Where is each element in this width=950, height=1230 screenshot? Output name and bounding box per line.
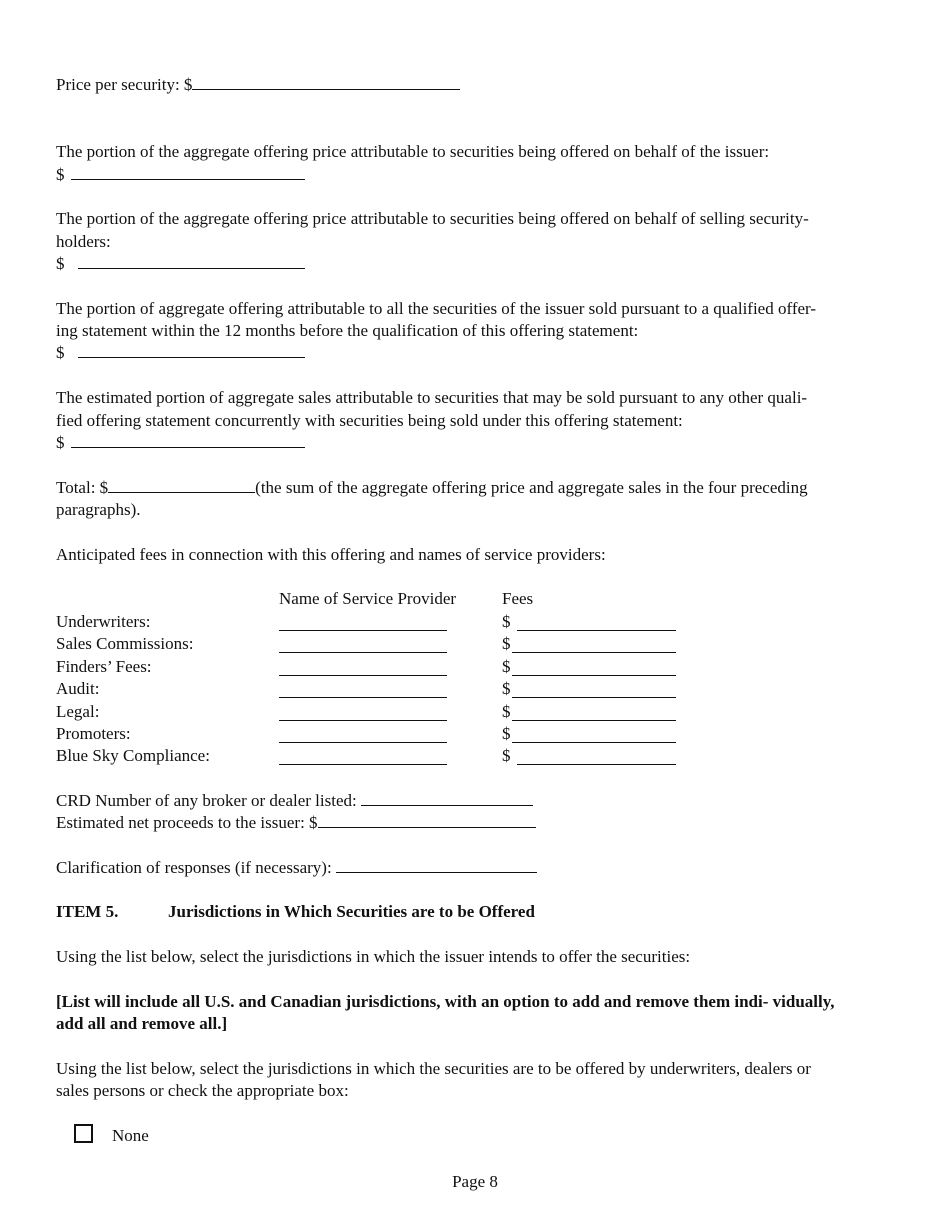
col-provider-header: Name of Service Provider [279, 589, 457, 608]
portion-issuer-row [56, 164, 305, 186]
total-suffix: (the sum of the aggregate offering price and aggregate sales in the four preceding [255, 478, 808, 497]
fees-intro: Anticipated fees in connection with this offering and names of service providers: [56, 545, 606, 564]
portion-issuer-dollar: $ [56, 165, 65, 184]
net-proceeds-row [56, 812, 536, 834]
crd-label: CRD Number of any broker or dealer listed: [56, 791, 357, 810]
crd-row [56, 790, 533, 812]
underwriters-intro-line1: Using the list below, select the jurisdictions in which the securities are to be offered by underwriters, dealers or [56, 1059, 811, 1078]
fee-amount-field[interactable] [512, 652, 676, 653]
portion-issuer-text: The portion of the aggregate offering price attributable to securities being offered on behalf of the issuer: [56, 142, 770, 161]
fee-row-label: Blue Sky Compliance: [56, 746, 210, 766]
fee-amount-field[interactable] [517, 630, 676, 631]
fee-dollar-sign: $ [502, 656, 511, 676]
page-number: Page 8 [452, 1172, 498, 1191]
fee-row-label: Legal: [56, 701, 100, 721]
portion-selling-line1: The portion of the aggregate offering price attributable to securities being offered on behalf of selling security- [56, 209, 809, 228]
net-proceeds-field[interactable] [318, 812, 536, 828]
portion-qualified-line1: The portion of aggregate offering attributable to all the securities of the issuer sold pursuant to a qualified offer- [56, 299, 817, 318]
fee-row-label: Promoters: [56, 724, 131, 743]
list-note-line2: add all and remove all.] [56, 1014, 228, 1033]
fee-amount-field[interactable] [512, 720, 676, 721]
fee-dollar-sign: $ [502, 701, 511, 721]
fee-dollar-sign: $ [502, 724, 511, 743]
total-row [56, 477, 808, 499]
portion-estimated-line2: fied offering statement concurrently with securities being sold under this offering statement: [56, 411, 683, 430]
fee-row-label: Sales Commissions: [56, 634, 194, 654]
portion-selling-dollar: $ [56, 254, 65, 273]
portion-selling-row [56, 253, 305, 275]
total-line2: paragraphs). [56, 500, 141, 519]
price-per-security-row [56, 74, 460, 96]
fee-amount-field[interactable] [512, 697, 676, 698]
crd-field[interactable] [361, 790, 533, 806]
fee-amount-field[interactable] [517, 764, 676, 765]
col-fees-header: Fees [502, 589, 534, 608]
portion-issuer-field[interactable] [71, 164, 305, 180]
list-note-line1: [List will include all U.S. and Canadian jurisdictions, with an option to add and remove them indi- vidually, [56, 992, 835, 1011]
fee-dollar-sign: $ [502, 612, 511, 631]
portion-selling-line2: holders: [56, 232, 111, 251]
portion-selling-field[interactable] [78, 253, 305, 269]
portion-qualified-dollar: $ [56, 343, 65, 362]
clarification-row [56, 857, 537, 879]
price-per-security-field[interactable] [192, 74, 460, 90]
fee-dollar-sign: $ [502, 746, 511, 766]
fee-row-label: Finders’ Fees: [56, 656, 152, 676]
price-per-security-label: Price per security: $ [56, 75, 193, 94]
portion-qualified-line2: ing statement within the 12 months before the qualification of this offering statement: [56, 321, 639, 340]
portion-qualified-field[interactable] [78, 342, 305, 358]
provider-name-field[interactable] [279, 675, 447, 676]
portion-qualified-row [56, 342, 305, 364]
fee-dollar-sign: $ [502, 634, 511, 654]
portion-estimated-line1: The estimated portion of aggregate sales attributable to securities that may be sold pursuant to any other quali- [56, 388, 808, 407]
provider-name-field[interactable] [279, 742, 447, 743]
clarification-field[interactable] [336, 857, 537, 873]
fee-dollar-sign: $ [502, 679, 511, 699]
portion-estimated-field[interactable] [71, 432, 305, 448]
underwriters-intro-line2: sales persons or check the appropriate box: [56, 1081, 349, 1100]
jurisdictions-intro: Using the list below, select the jurisdictions in which the issuer intends to offer the securities: [56, 947, 691, 966]
provider-name-field[interactable] [279, 652, 447, 653]
portion-estimated-row [56, 432, 305, 454]
provider-name-field[interactable] [279, 697, 447, 698]
item5-number: ITEM 5. [56, 902, 119, 921]
provider-name-field[interactable] [279, 720, 447, 721]
clarification-label: Clarification of responses (if necessary): [56, 858, 332, 877]
none-label: None [112, 1126, 149, 1145]
total-prefix: Total: $ [56, 478, 109, 497]
portion-estimated-dollar: $ [56, 433, 65, 452]
fee-amount-field[interactable] [512, 742, 676, 743]
provider-name-field[interactable] [279, 630, 447, 631]
fee-row-label: Audit: [56, 679, 100, 699]
total-field[interactable] [108, 477, 255, 493]
fee-row-label: Underwriters: [56, 612, 151, 631]
none-checkbox[interactable] [74, 1124, 93, 1143]
provider-name-field[interactable] [279, 764, 447, 765]
item5-title: Jurisdictions in Which Securities are to be Offered [168, 902, 535, 921]
fee-amount-field[interactable] [512, 675, 676, 676]
net-proceeds-label: Estimated net proceeds to the issuer: $ [56, 813, 318, 832]
